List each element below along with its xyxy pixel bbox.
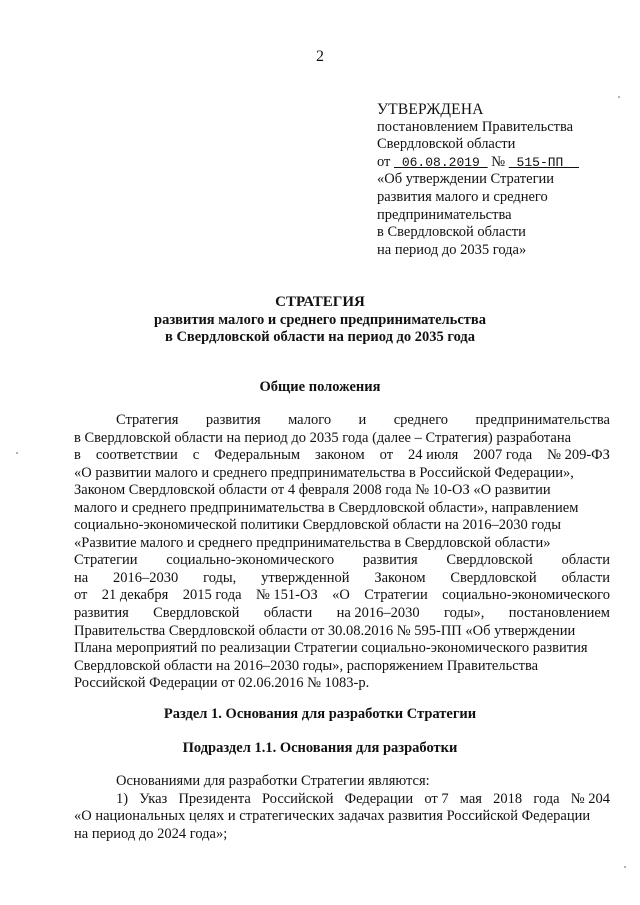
scan-speck	[624, 866, 626, 868]
approval-line: в Свердловской области	[377, 224, 526, 241]
text-line: на период до 2024 года»;	[74, 825, 228, 842]
date-prefix: от	[377, 153, 391, 170]
approval-date: 06.08.2019	[394, 154, 488, 170]
document-title	[0, 294, 640, 347]
title-line: в Свердловской области на период до 2035 года	[164, 329, 476, 345]
text-line: Основаниями для разработки Стратегии являются:	[116, 773, 430, 789]
text-line: от 21 декабря 2015 года № 151-ОЗ «О Стратегии социально-экономического	[74, 587, 610, 604]
section-heading: Раздел 1. Основания для разработки Стратегии	[163, 706, 477, 722]
text-line: в Свердловской области на период до 2035 года (далее – Стратегия) разработана	[74, 429, 572, 446]
text-line: развития Свердловской области на 2016–2030 годы», постановлением	[74, 605, 610, 622]
text-line: на 2016–2030 годы, утвержденной Законом Свердловской области	[74, 569, 610, 586]
approval-line: Свердловской области	[377, 136, 516, 153]
general-paragraph	[74, 412, 610, 693]
scan-speck	[16, 452, 18, 454]
approval-block	[377, 101, 617, 259]
text-line: Стратегии социально-экономического развития Свердловской области	[74, 552, 610, 569]
text-line: Свердловской области на 2016–2030 годы», распоряжением Правительства	[74, 657, 539, 674]
text-line: социально-экономической политики Свердловской области на 2016–2030 годы	[74, 517, 561, 534]
text-line: «О национальных целях и стратегических задачах развития Российской Федерации	[74, 808, 591, 825]
title-main: СТРАТЕГИЯ	[275, 294, 365, 310]
section-paragraph	[74, 773, 610, 843]
approval-line: «Об утверждении Стратегии	[377, 171, 555, 188]
text-line: 1) Указ Президента Российской Федерации от 7 мая 2018 года № 204	[116, 790, 610, 807]
approval-number: 515-ПП	[508, 154, 579, 170]
number-prefix: №	[491, 153, 506, 170]
text-line: в соответствии с Федеральным законом от 24 июля 2007 года № 209-ФЗ	[74, 447, 610, 464]
title-line: развития малого и среднего предпринимательства	[154, 311, 486, 328]
text-line: Российской Федерации от 02.06.2016 № 1083-р.	[74, 675, 370, 692]
text-line: Правительства Свердловской области от 30.08.2016 № 595-ПП «Об утверждении	[74, 622, 576, 639]
approval-line: развития малого и среднего	[377, 188, 548, 205]
page-number: 2	[316, 48, 324, 65]
text-line: малого и среднего предпринимательства в Свердловской области», направлением	[74, 499, 579, 516]
text-line: «Развитие малого и среднего предпринимательства в Свердловской области»	[74, 534, 551, 551]
text-line: Законом Свердловской области от 4 февраля 2008 года № 10-ОЗ «О развитии	[74, 482, 551, 499]
approval-line: постановлением Правительства	[377, 118, 574, 135]
general-heading: Общие положения	[259, 379, 381, 395]
approval-date-line	[377, 154, 617, 172]
approval-line: предпринимательства	[377, 206, 512, 223]
subsection-heading: Подраздел 1.1. Основания для разработки	[182, 740, 458, 756]
text-line: Стратегия развития малого и среднего предпринимательства	[116, 412, 610, 428]
text-line: Плана мероприятий по реализации Стратегии социально-экономического развития	[74, 640, 588, 657]
approval-title: УТВЕРЖДЕНА	[377, 101, 484, 118]
approval-line: на период до 2035 года»	[377, 241, 527, 258]
scan-speck	[618, 96, 620, 98]
text-line: «О развитии малого и среднего предпринимательства в Российской Федерации»,	[74, 464, 574, 481]
